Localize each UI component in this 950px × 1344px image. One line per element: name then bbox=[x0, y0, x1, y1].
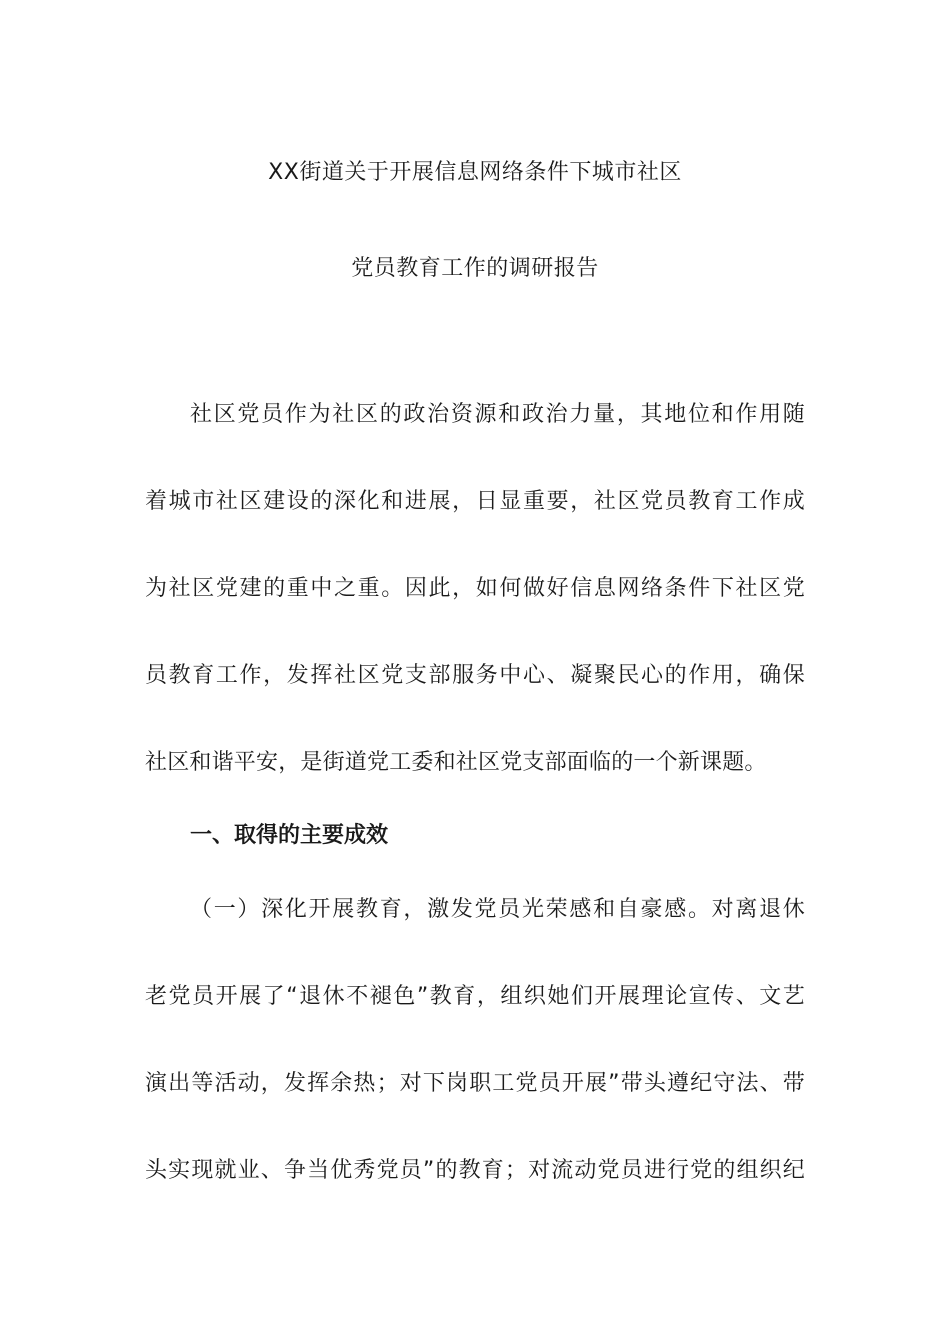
intro-paragraph-line: 为社区党建的重中之重。因此，如何做好信息网络条件下社区党 bbox=[145, 576, 805, 601]
document-title-line-2: 党员教育工作的调研报告 bbox=[351, 256, 599, 281]
document-title-line-1: XX街道关于开展信息网络条件下城市社区 bbox=[268, 160, 682, 185]
intro-paragraph-line: 社区和谐平安，是街道党工委和社区党支部面临的一个新课题。 bbox=[145, 750, 767, 775]
section-paragraph-line: 头实现就业、争当优秀党员”的教育；对流动党员进行党的组织纪 bbox=[145, 1158, 805, 1183]
intro-paragraph-line: 社区党员作为社区的政治资源和政治力量，其地位和作用随 bbox=[190, 402, 805, 427]
intro-paragraph-line: 员教育工作，发挥社区党支部服务中心、凝聚民心的作用，确保 bbox=[145, 663, 805, 688]
intro-paragraph-line: 着城市社区建设的深化和进展，日显重要，社区党员教育工作成 bbox=[145, 489, 805, 514]
section-paragraph-line: 演出等活动，发挥余热；对下岗职工党员开展”带头遵纪守法、带 bbox=[145, 1071, 805, 1096]
section-paragraph-line: 老党员开展了“退休不褪色”教育，组织她们开展理论宣传、文艺 bbox=[145, 984, 805, 1009]
section-heading: 一、取得的主要成效 bbox=[190, 823, 389, 848]
section-paragraph-line: （一）深化开展教育，激发党员光荣感和自豪感。对离退休 bbox=[190, 897, 805, 922]
